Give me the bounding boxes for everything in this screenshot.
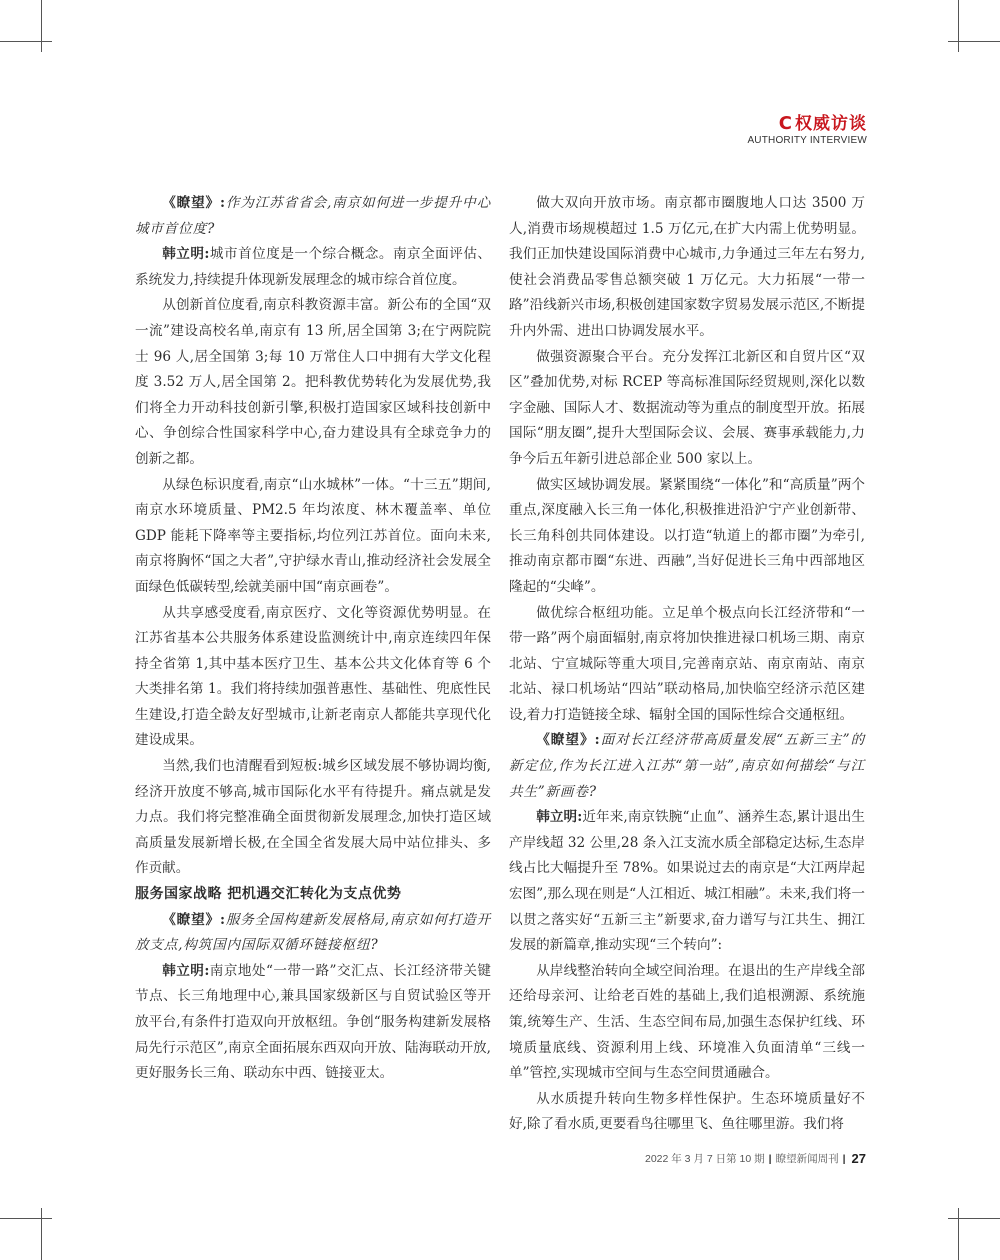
column-logo-icon: C — [778, 113, 792, 134]
answer-paragraph — [135, 242, 491, 293]
question-text: 作为江苏省省会,南京如何进一步提升中心城市首位度? — [135, 195, 491, 237]
crop-mark — [948, 1218, 1000, 1219]
footer-separator: | — [842, 1152, 846, 1165]
question-tag: 《瞭望》: — [162, 911, 226, 928]
question-tag: 《瞭望》: — [162, 195, 226, 211]
page-number: 27 — [851, 1151, 866, 1166]
crop-mark — [958, 0, 959, 52]
question-text: 服务全国构建新发展格局,南京如何打造开放支点,构筑国内国际双循环链接枢纽? — [135, 911, 491, 954]
body-paragraph: 从共享感受度看,南京医疗、文化等资源优势明显。在江苏省基本公共服务体系建设监测统计中,南京连续四年保持全省第 1,其中基本医疗卫生、基本公共文化体育等 6 个大类排名第 1。我们将持续加强普惠性、基础性、兜底性民生建设,打造全龄友好型城市,让新老南京人都能共享现代化建设成果。 — [135, 604, 491, 749]
issue-date: 2022 年 3 月 7 日第 10 期 — [644, 1153, 765, 1165]
magazine-name: 瞭望新闻周刊 — [775, 1153, 839, 1165]
answer-paragraph — [509, 805, 865, 959]
column-title: 权威访谈 — [795, 114, 867, 134]
question-paragraph — [135, 191, 491, 242]
footer-separator: | — [768, 1152, 772, 1165]
question-text: 面对长江经济带高质量发展“五新三主”的新定位,作为长江进入江苏“第一站”,南京如何描绘“与江共生”新画卷? — [509, 732, 865, 800]
page-footer — [645, 1151, 866, 1166]
answer-text: 近年来,南京铁腕“止血”、涵养生态,累计退出生产岸线超 32 公里,28 条入江支流水质全部稳定达标,生态岸线占比大幅提升至 78%。如果说过去的南京是“大江两岸起宏图”,那么现在则是“人江相近、城江相融”。未来,我们将一以贯之落实好“五新三主”新要求,奋力谱写与江共生、拥江发展的新篇章,推动实现“三个转向”: — [509, 809, 865, 954]
crop-mark — [958, 1208, 959, 1260]
section-header — [747, 114, 867, 146]
question-tag: 《瞭望》: — [536, 732, 601, 749]
question-paragraph — [135, 908, 491, 959]
answer-text: 城市首位度是一个综合概念。南京全面评估、系统发力,持续提升体现新发展理念的城市综合首位度。 — [135, 246, 492, 288]
body-paragraph: 做大双向开放市场。南京都市圈腹地人口达 3500 万人,消费市场规模超过 1.5 万亿元,在扩大内需上优势明显。我们正加快建设国际消费中心城市,力争通过三年左右努力,使社会消费品零售总额突破 1 万亿元。大力拓展“一带一路”沿线新兴市场,积极创建国家数字贸易发展示范区,不断提升内外需、进出口协调发展水平。 — [509, 195, 865, 339]
crop-mark — [0, 41, 52, 42]
right-column — [509, 191, 865, 1138]
speaker-name: 韩立明: — [162, 962, 210, 979]
body-paragraph: 从创新首位度看,南京科教资源丰富。新公布的全国“双一流”建设高校名单,南京有 13 所,居全国第 3;在宁两院院士 96 人,居全国第 3;每 10 万常住人口中拥有大学文化程度 3.52 万人,居全国第 2。把科教优势转化为发展优势,我们将全力开动科技创新引擎,积极打造国家区域科技创新中心、争创综合性国家科学中心,奋力建设具有全球竞争力的创新之都。 — [135, 297, 491, 467]
body-paragraph: 当然,我们也清醒看到短板:城乡区域发展不够协调均衡,经济开放度不够高,城市国际化水平有待提升。痛点就是发力点。我们将完整准确全面贯彻新发展理念,加快打造区域高质量发展新增长极,在全国全省发展大局中站位排头、多作贡献。 — [135, 758, 491, 877]
body-paragraph: 从水质提升转向生物多样性保护。生态环境质量好不好,除了看水质,更要看鸟往哪里飞、鱼往哪里游。我们将 — [509, 1090, 865, 1133]
section-heading: 服务国家战略 把机遇交汇转化为支点优势 — [135, 886, 402, 903]
body-paragraph: 做实区域协调发展。紧紧围绕“一体化”和“高质量”两个重点,深度融入长三角一体化,积极推进沿沪宁产业创新带、长三角科创共同体建设。以打造“轨道上的都市圈”为牵引,推动南京都市圈“东进、西融”,当好促进长三角中西部地区隆起的“尖峰”。 — [509, 476, 865, 595]
crop-mark — [41, 1208, 42, 1260]
crop-mark — [0, 1218, 52, 1219]
body-paragraph: 做强资源聚合平台。充分发挥江北新区和自贸片区“双区”叠加优势,对标 RCEP 等高标准国际经贸规则,深化以数字金融、国际人才、数据流动等为重点的制度型开放。拓展国际“朋友圈”,提升大型国际会议、会展、赛事承载能力,力争今后五年新引进总部企业 500 家以上。 — [509, 348, 865, 467]
body-paragraph: 从岸线整治转向全域空间治理。在退出的生产岸线全部还给母亲河、让给老百姓的基础上,我们追根溯源、系统施策,统筹生产、生活、生态空间布局,加强生态保护红线、环境质量底线、资源利用上线、环境准入负面清单“三线一单”管控,实现城市空间与生态空间贯通融合。 — [509, 962, 865, 1082]
body-paragraph: 从绿色标识度看,南京“山水城林”一体。“十三五”期间,南京水环境质量、PM2.5 年均浓度、林木覆盖率、单位 GDP 能耗下降率等主要指标,均位列江苏首位。面向未来,南京将胸怀“国之大者”,守护绿水青山,推动经济社会发展全面绿色低碳转型,绘就美丽中国“南京画卷”。 — [135, 476, 491, 595]
question-paragraph — [509, 728, 865, 805]
crop-mark — [41, 0, 42, 52]
answer-paragraph — [135, 959, 491, 1087]
crop-mark — [948, 41, 1000, 42]
column-subtitle: AUTHORITY INTERVIEW — [747, 135, 867, 146]
speaker-name: 韩立明: — [162, 246, 210, 263]
answer-text: 南京地处“一带一路”交汇点、长江经济带关键节点、长三角地理中心,兼具国家级新区与自贸试验区等开放平台,有条件打造双向开放枢纽。争创“服务构建新发展格局先行示范区”,南京全面拓展东西双向开放、陆海联动开放,更好服务长三角、联动东中西、链接亚太。 — [135, 962, 491, 1082]
body-paragraph: 做优综合枢纽功能。立足单个极点向长江经济带和“一带一路”两个扇面辐射,南京将加快推进禄口机场三期、南京北站、宁宣城际等重大项目,完善南京站、南京南站、南京北站、禄口机场站“四站”联动格局,加快临空经济示范区建设,着力打造链接全球、辐射全国的国际性综合交通枢纽。 — [509, 604, 865, 723]
left-column — [135, 191, 491, 1087]
speaker-name: 韩立明: — [536, 809, 583, 826]
